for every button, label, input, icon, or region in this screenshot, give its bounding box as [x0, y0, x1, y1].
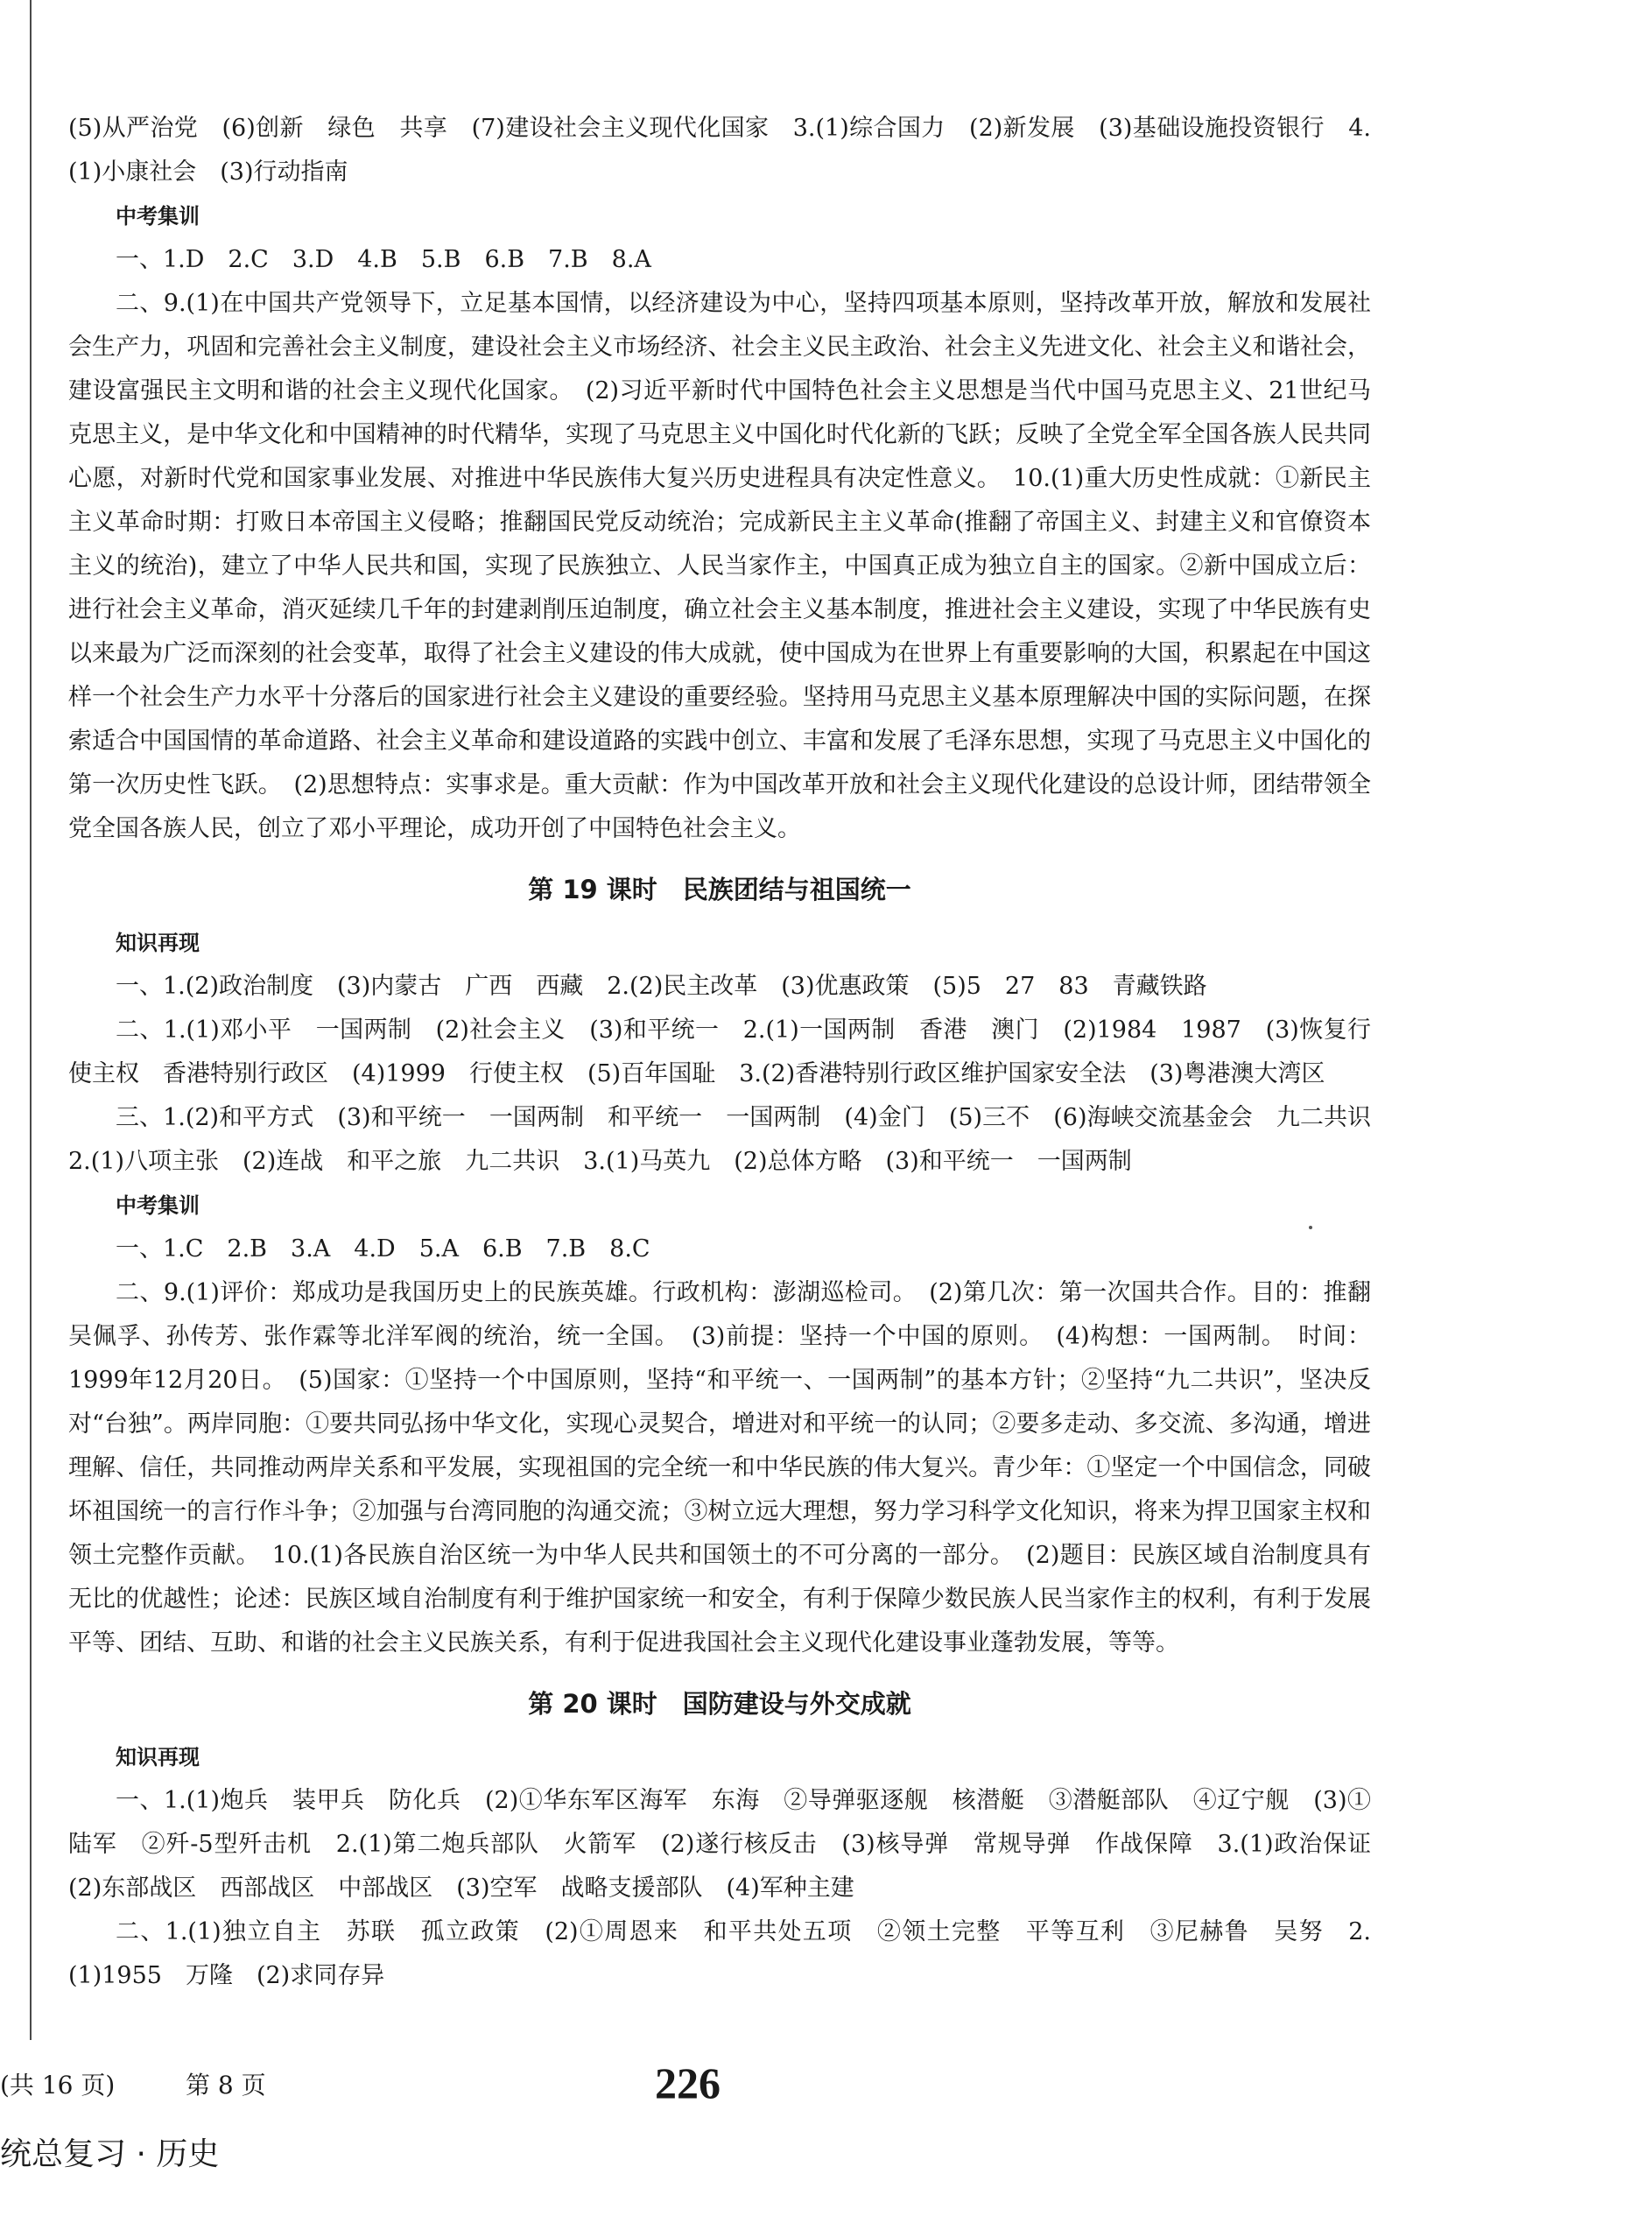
answer-paragraph: 二、9.(1)评价：郑成功是我国历史上的民族英雄。行政机构：澎湖巡检司。 (2)第几次：第一次国共合作。目的：推翻吴佩孚、孙传芳、张作霖等北洋军阀的统治，统一全国。 (3)前提：坚持一个中国的原则。 (4)构想：一国两制。 时间：1999年12月20日。 (5)国家：①坚持一个中国原则，坚持“和平统一、一国两制”的基本方针；②坚持“九二共识”，坚决反对“台独”。两岸同胞：①要共同弘扬中华文化，实现心灵契合，增进对和平统一的认同；②要多走动、多交流、多沟通，增进理解、信任，共同推动两岸关系和平发展，实现祖国的完全统一和中华民族的伟大复兴。青少年：①坚定一个中国信念，同破坏祖国统一的言行作斗争；②加强与台湾同胞的沟通交流；③树立远大理想，努力学习科学文化知识，将来为捍卫国家主权和领土完整作贡献。 10.(1)各民族自治区统一为中华人民共和国领土的不可分离的一部分。 (2)题目：民族区域自治制度具有无比的优越性；论述：民族区域自治制度有利于维护国家统一和安全，有利于保障少数民族人民当家作主的权利，有利于发展平等、团结、互助、和谐的社会主义民族关系，有利于促进我国社会主义现代化建设事业蓬勃发展，等等。 [68, 1279, 1371, 1657]
speck [1309, 1226, 1312, 1229]
lesson-title: 第 20 课时 国防建设与外交成就 [528, 1689, 911, 1719]
section-heading: 知识再现 [116, 1745, 200, 1769]
answer-content [68, 107, 1395, 1998]
answer-paragraph: 一、1.(1)炮兵 装甲兵 防化兵 (2)①华东军区海军 东海 ②导弹驱逐舰 核潜艇 ③潜艇部队 ④辽宁舰 (3)①陆军 ②歼-5型歼击机 2.(1)第二炮兵部队 火箭军 (2)遂行核反击 (3)核导弹 常规导弹 作战保障 3.(1)政治保证 (2)东部战区 西部战区 中部战区 (3)空军 战略支援部队 (4)军种主建 [68, 1787, 1395, 1902]
answer-paragraph: 二、1.(1)独立自主 苏联 孤立政策 (2)①周恩来 和平共处五项 ②领土完整 平等互利 ③尼赫鲁 吴努 2.(1)1955 万隆 (2)求同存异 [68, 1918, 1371, 1989]
section-heading: 知识再现 [116, 931, 200, 955]
page-total: (共 16 页) [0, 2071, 116, 2100]
answer-paragraph: 一、1.D 2.C 3.D 4.B 5.B 6.B 7.B 8.A [116, 246, 651, 273]
answer-paragraph: 二、9.(1)在中国共产党领导下，立足基本国情，以经济建设为中心，坚持四项基本原则，坚持改革开放，解放和发展社会生产力，巩固和完善社会主义制度，建设社会主义市场经济、社会主义民主政治、社会主义先进文化、社会主义和谐社会，建设富强民主文明和谐的社会主义现代化国家。 (2)习近平新时代中国特色社会主义思想是当代中国马克思主义、21世纪马克思主义，是中华文化和中国精神的时代精华，实现了马克思主义中国化时代化新的飞跃；反映了全党全军全国各族人民共同心愿，对新时代党和国家事业发展、对推进中华民族伟大复兴历史进程具有决定性意义。 10.(1)重大历史性成就：①新民主主义革命时期：打败日本帝国主义侵略；推翻国民党反动统治；完成新民主主义革命(推翻了帝国主义、封建主义和官僚资本主义的统治)，建立了中华人民共和国，实现了民族独立、人民当家作主，中国真正成为独立自主的国家。②新中国成立后：进行社会主义革命，消灭延续几千年的封建剥削压迫制度，确立社会主义基本制度，推进社会主义建设，实现了中华民族有史以来最为广泛而深刻的社会变革，取得了社会主义建设的伟大成就，使中国成为在世界上有重要影响的大国，积累起在中国这样一个社会生产力水平十分落后的国家进行社会主义建设的重要经验。坚持用马克思主义基本原理解决中国的实际问题，在探索适合中国国情的革命道路、社会主义革命和建设道路的实践中创立、丰富和发展了毛泽东思想，实现了马克思主义中国化的第一次历史性飞跃。 (2)思想特点：实事求是。重大贡献：作为中国改革开放和社会主义现代化建设的总设计师，团结带领全党全国各族人民，创立了邓小平理论，成功开创了中国特色社会主义。 [68, 290, 1371, 842]
answer-paragraph: (5)从严治党 (6)创新 绿色 共享 (7)建设社会主义现代化国家 3.(1)综合国力 (2)新发展 (3)基础设施投资银行 4.(1)小康社会 (3)行动指南 [68, 115, 1371, 186]
answer-paragraph: 一、1.C 2.B 3.A 4.D 5.A 6.B 7.B 8.C [116, 1235, 650, 1263]
book-title: 统总复习 · 历史 [0, 2136, 220, 2172]
answer-paragraph: 三、1.(2)和平方式 (3)和平统一 一国两制 和平统一 一国两制 (4)金门 (5)三不 (6)海峡交流基金会 九二共识 2.(1)八项主张 (2)连战 和平之旅 九二共识 3.(1)马英九 (2)总体方略 (3)和平统一 一国两制 [68, 1104, 1395, 1175]
page-label: 第 8 页 [186, 2071, 266, 2100]
answer-paragraph: 二、1.(1)邓小平 一国两制 (2)社会主义 (3)和平统一 2.(1)一国两制 香港 澳门 (2)1984 1987 (3)恢复行使主权 香港特别行政区 (4)1999 行使主权 (5)百年国耻 3.(2)香港特别行政区维护国家安全法 (3)粤港澳大湾区 [68, 1017, 1371, 1087]
page-footer [0, 2049, 1652, 2224]
margin-line [30, 0, 32, 2040]
section-heading: 中考集训 [116, 204, 200, 229]
section-heading: 中考集训 [116, 1193, 200, 1218]
page-number: 226 [655, 2058, 721, 2107]
answer-paragraph: 一、1.(2)政治制度 (3)内蒙古 广西 西藏 2.(2)民主改革 (3)优惠政策 (5)5 27 83 青藏铁路 [116, 973, 1207, 1000]
lesson-title: 第 19 课时 民族团结与祖国统一 [528, 875, 911, 904]
